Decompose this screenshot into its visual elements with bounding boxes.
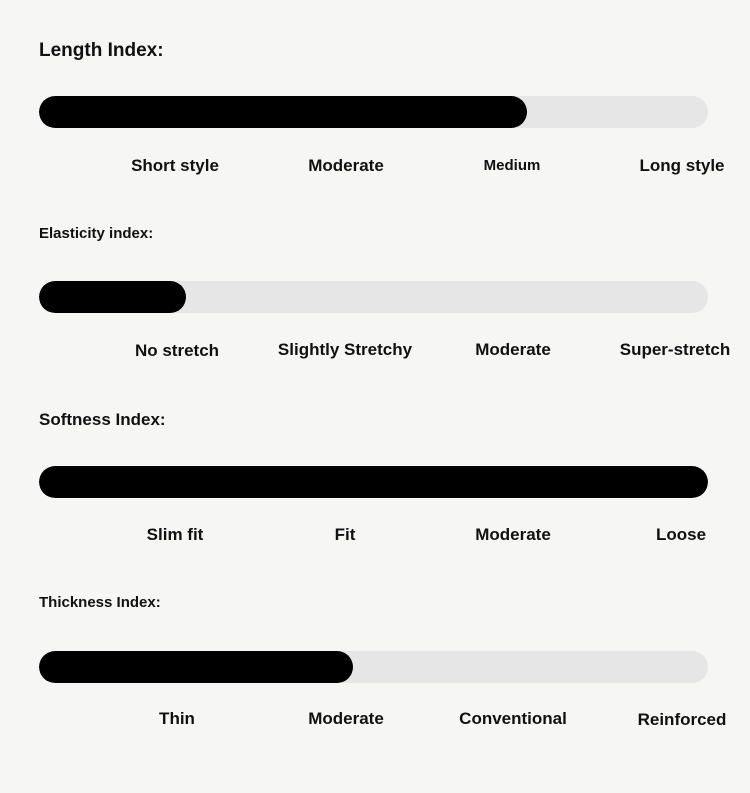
softness-index-label-fit: Fit: [334, 525, 356, 544]
softness-index-label-slim-fit: Slim fit: [146, 525, 204, 544]
elasticity-index-label-super-stretch: Super-stretch: [619, 340, 731, 359]
elasticity-index-title: Elasticity index:: [39, 225, 154, 242]
elasticity-index-bar-fill: [39, 281, 186, 313]
softness-index-label-moderate: Moderate: [475, 525, 551, 544]
thickness-index-bar-track: [39, 651, 708, 683]
elasticity-index-label-moderate: Moderate: [475, 340, 551, 359]
softness-index-bar-track: [39, 466, 708, 498]
thickness-index-label-thin: Thin: [159, 709, 195, 728]
elasticity-index-label-no-stretch: No stretch: [134, 341, 220, 360]
softness-index-bar-fill: [39, 466, 708, 498]
length-index-label-medium: Medium: [483, 157, 541, 174]
length-index-label-long-style: Long style: [639, 156, 725, 175]
length-index-bar-track: [39, 96, 708, 128]
elasticity-index-bar-track: [39, 281, 708, 313]
length-index-label-short-style: Short style: [131, 156, 219, 175]
elasticity-index-label-slightly-stretchy: Slightly Stretchy: [277, 340, 413, 359]
thickness-index-label-reinforced: Reinforced: [637, 710, 727, 729]
softness-index-title: Softness Index:: [39, 410, 166, 429]
thickness-index-label-conventional: Conventional: [459, 709, 567, 728]
softness-index-label-loose: Loose: [655, 525, 707, 544]
thickness-index-title: Thickness Index:: [39, 594, 161, 611]
thickness-index-label-moderate: Moderate: [308, 709, 384, 728]
length-index-title: Length Index:: [39, 40, 164, 61]
length-index-bar-fill: [39, 96, 527, 128]
thickness-index-bar-fill: [39, 651, 353, 683]
length-index-label-moderate: Moderate: [308, 156, 384, 175]
